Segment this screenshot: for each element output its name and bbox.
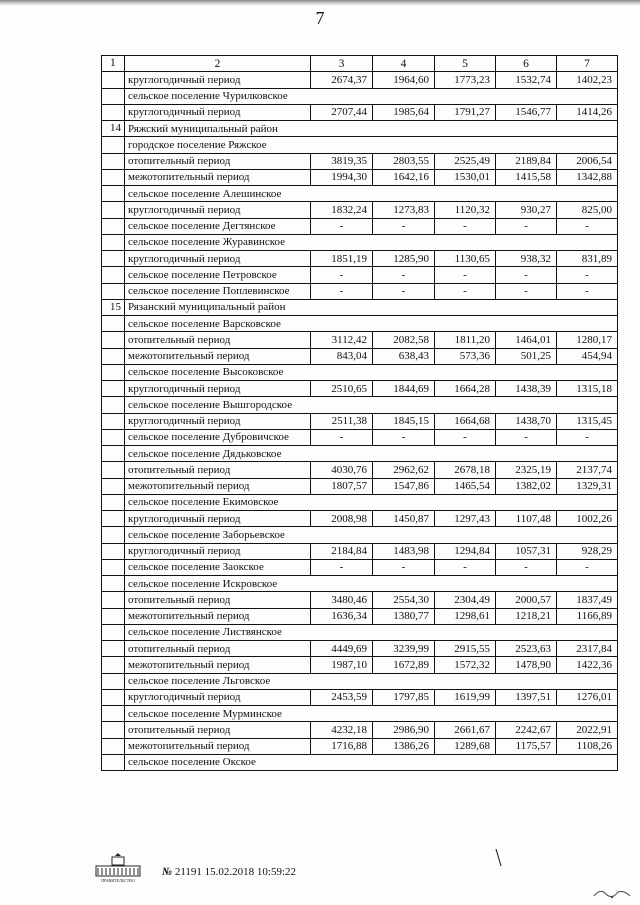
row-label-cell: круглогодичный период: [125, 381, 311, 397]
value-cell: 1546,77: [496, 104, 557, 120]
row-label-cell: межотопительный период: [125, 657, 311, 673]
row-index-cell: [102, 462, 125, 478]
table-row: [102, 169, 618, 185]
value-cell: -: [435, 559, 496, 575]
value-cell: 1572,32: [435, 657, 496, 673]
row-index-cell: [102, 153, 125, 169]
value-cell: 1273,83: [373, 202, 435, 218]
table-section-row: [102, 446, 618, 462]
row-index-cell: [102, 624, 125, 640]
row-label-cell: сельское поселение Заборьевское: [125, 527, 618, 543]
row-index-cell: [102, 754, 125, 770]
row-label-cell: отопительный период: [125, 153, 311, 169]
tariff-table: [101, 55, 618, 771]
row-label-cell: круглогодичный период: [125, 511, 311, 527]
value-cell: 4449,69: [311, 641, 373, 657]
row-label-cell: сельское поселение Журавинское: [125, 234, 618, 250]
value-cell: 3112,42: [311, 332, 373, 348]
header-cell: 7: [557, 56, 618, 72]
row-label-cell: круглогодичный период: [125, 72, 311, 88]
row-index-cell: [102, 413, 125, 429]
row-label-cell: сельское поселение Окское: [125, 754, 618, 770]
value-cell: 1994,30: [311, 169, 373, 185]
table-section-row: [102, 624, 618, 640]
value-cell: 2962,62: [373, 462, 435, 478]
table-row: [102, 543, 618, 559]
row-index-cell: [102, 527, 125, 543]
table-header-row: [102, 56, 618, 72]
value-cell: 825,00: [557, 202, 618, 218]
value-cell: 1285,90: [373, 251, 435, 267]
table-section-row: [102, 527, 618, 543]
value-cell: 2453,59: [311, 689, 373, 705]
value-cell: -: [373, 429, 435, 445]
row-index-cell: [102, 673, 125, 689]
value-cell: 1107,48: [496, 511, 557, 527]
row-label-cell: сельское поселение Мурминское: [125, 706, 618, 722]
value-cell: 1120,32: [435, 202, 496, 218]
value-cell: 2189,84: [496, 153, 557, 169]
row-label-cell: сельское поселение Заокское: [125, 559, 311, 575]
value-cell: 831,89: [557, 251, 618, 267]
row-index-cell: 15: [102, 299, 125, 315]
value-cell: 1315,45: [557, 413, 618, 429]
table-row: [102, 348, 618, 364]
registration-line: [162, 866, 296, 878]
row-index-cell: [102, 234, 125, 250]
value-cell: 2022,91: [557, 722, 618, 738]
value-cell: 1108,26: [557, 738, 618, 754]
value-cell: -: [435, 218, 496, 234]
header-cell: 6: [496, 56, 557, 72]
table-row: [102, 592, 618, 608]
row-label-cell: сельское поселение Дядьковское: [125, 446, 618, 462]
value-cell: 1478,90: [496, 657, 557, 673]
row-label-cell: сельское поселение Дубровичское: [125, 429, 311, 445]
row-label-cell: сельское поселение Екимовское: [125, 494, 618, 510]
row-index-cell: [102, 104, 125, 120]
value-cell: 2137,74: [557, 462, 618, 478]
value-cell: 1664,68: [435, 413, 496, 429]
table-row: [102, 608, 618, 624]
value-cell: 2184,84: [311, 543, 373, 559]
value-cell: 1414,26: [557, 104, 618, 120]
value-cell: -: [557, 218, 618, 234]
value-cell: -: [435, 429, 496, 445]
table-row: [102, 381, 618, 397]
row-label-cell: сельское поселение Высоковское: [125, 364, 618, 380]
row-index-cell: [102, 511, 125, 527]
table-section-row: [102, 299, 618, 315]
value-cell: 1276,01: [557, 689, 618, 705]
table-section-row: [102, 754, 618, 770]
table-row: [102, 104, 618, 120]
page-number: 7: [315, 8, 325, 28]
row-index-cell: [102, 722, 125, 738]
row-label-cell: отопительный период: [125, 592, 311, 608]
row-index-cell: [102, 283, 125, 299]
row-label-cell: городское поселение Ряжское: [125, 137, 618, 153]
pen-mark: [495, 848, 503, 868]
row-index-cell: [102, 267, 125, 283]
row-index-cell: [102, 202, 125, 218]
table-row: [102, 202, 618, 218]
row-label-cell: сельское поселение Алешинское: [125, 186, 618, 202]
value-cell: 3819,35: [311, 153, 373, 169]
value-cell: 1415,58: [496, 169, 557, 185]
value-cell: 1380,77: [373, 608, 435, 624]
value-cell: -: [496, 218, 557, 234]
value-cell: 938,32: [496, 251, 557, 267]
value-cell: 1619,99: [435, 689, 496, 705]
row-index-cell: [102, 689, 125, 705]
table-section-row: [102, 576, 618, 592]
row-index-cell: [102, 706, 125, 722]
row-label-cell: Рязанский муниципальный район: [125, 299, 618, 315]
value-cell: 1773,23: [435, 72, 496, 88]
value-cell: 1837,49: [557, 592, 618, 608]
table-row: [102, 429, 618, 445]
row-index-cell: [102, 478, 125, 494]
row-index-cell: [102, 348, 125, 364]
value-cell: 638,43: [373, 348, 435, 364]
value-cell: 1438,70: [496, 413, 557, 429]
table-section-row: [102, 494, 618, 510]
row-index-cell: [102, 608, 125, 624]
row-index-cell: [102, 397, 125, 413]
value-cell: 928,29: [557, 543, 618, 559]
value-cell: 2986,90: [373, 722, 435, 738]
government-emblem-stamp: [88, 852, 148, 884]
row-label-cell: круглогодичный период: [125, 413, 311, 429]
value-cell: 2242,67: [496, 722, 557, 738]
header-cell: 3: [311, 56, 373, 72]
value-cell: 2008,98: [311, 511, 373, 527]
row-index-cell: [102, 738, 125, 754]
row-label-cell: круглогодичный период: [125, 251, 311, 267]
row-label-cell: круглогодичный период: [125, 104, 311, 120]
row-index-cell: [102, 251, 125, 267]
value-cell: -: [373, 283, 435, 299]
value-cell: 1057,31: [496, 543, 557, 559]
row-index-cell: [102, 446, 125, 462]
row-label-cell: сельское поселение Варсковское: [125, 316, 618, 332]
value-cell: 1342,88: [557, 169, 618, 185]
value-cell: 1289,68: [435, 738, 496, 754]
value-cell: 2304,49: [435, 592, 496, 608]
value-cell: 1791,27: [435, 104, 496, 120]
value-cell: -: [311, 283, 373, 299]
value-cell: -: [496, 429, 557, 445]
value-cell: 2678,18: [435, 462, 496, 478]
value-cell: 2510,65: [311, 381, 373, 397]
value-cell: 1329,31: [557, 478, 618, 494]
value-cell: 2803,55: [373, 153, 435, 169]
value-cell: 3480,46: [311, 592, 373, 608]
value-cell: 1464,01: [496, 332, 557, 348]
value-cell: 2006,54: [557, 153, 618, 169]
value-cell: 1664,28: [435, 381, 496, 397]
value-cell: 1716,88: [311, 738, 373, 754]
value-cell: 1402,23: [557, 72, 618, 88]
value-cell: 1964,60: [373, 72, 435, 88]
value-cell: 1807,57: [311, 478, 373, 494]
value-cell: 4232,18: [311, 722, 373, 738]
value-cell: -: [373, 218, 435, 234]
value-cell: -: [557, 429, 618, 445]
table-row: [102, 251, 618, 267]
value-cell: 1547,86: [373, 478, 435, 494]
value-cell: -: [373, 267, 435, 283]
value-cell: 1382,02: [496, 478, 557, 494]
row-index-cell: [102, 381, 125, 397]
row-label-cell: отопительный период: [125, 332, 311, 348]
value-cell: 4030,76: [311, 462, 373, 478]
row-label-cell: Ряжский муниципальный район: [125, 121, 618, 137]
value-cell: 1642,16: [373, 169, 435, 185]
value-cell: -: [496, 267, 557, 283]
row-label-cell: отопительный период: [125, 722, 311, 738]
row-label-cell: межотопительный период: [125, 478, 311, 494]
value-cell: 1397,51: [496, 689, 557, 705]
value-cell: 501,25: [496, 348, 557, 364]
row-index-cell: [102, 429, 125, 445]
value-cell: 1797,85: [373, 689, 435, 705]
value-cell: 1175,57: [496, 738, 557, 754]
row-index-cell: [102, 576, 125, 592]
table-row: [102, 218, 618, 234]
value-cell: -: [373, 559, 435, 575]
value-cell: 3239,99: [373, 641, 435, 657]
value-cell: 1166,89: [557, 608, 618, 624]
row-label-cell: сельское поселение Льговское: [125, 673, 618, 689]
table-row: [102, 738, 618, 754]
value-cell: 1636,34: [311, 608, 373, 624]
value-cell: 1851,19: [311, 251, 373, 267]
table-row: [102, 478, 618, 494]
row-index-cell: [102, 364, 125, 380]
row-label-cell: сельское поселение Дегтянское: [125, 218, 311, 234]
table-section-row: [102, 137, 618, 153]
row-label-cell: межотопительный период: [125, 738, 311, 754]
table-section-row: [102, 316, 618, 332]
value-cell: -: [311, 559, 373, 575]
value-cell: 1297,43: [435, 511, 496, 527]
value-cell: 2674,37: [311, 72, 373, 88]
row-index-cell: [102, 657, 125, 673]
row-index-cell: [102, 72, 125, 88]
value-cell: 1532,74: [496, 72, 557, 88]
row-label-cell: круглогодичный период: [125, 202, 311, 218]
value-cell: 2707,44: [311, 104, 373, 120]
row-index-cell: [102, 316, 125, 332]
header-cell: 2: [125, 56, 311, 72]
table-row: [102, 72, 618, 88]
table-section-row: [102, 234, 618, 250]
header-cell: 5: [435, 56, 496, 72]
value-cell: 843,04: [311, 348, 373, 364]
value-cell: -: [557, 267, 618, 283]
table-row: [102, 462, 618, 478]
row-index-cell: [102, 641, 125, 657]
row-index-cell: [102, 592, 125, 608]
row-label-cell: межотопительный период: [125, 348, 311, 364]
row-index-cell: [102, 88, 125, 104]
value-cell: 2000,57: [496, 592, 557, 608]
table-row: [102, 283, 618, 299]
table-section-row: [102, 121, 618, 137]
value-cell: 454,94: [557, 348, 618, 364]
value-cell: -: [311, 218, 373, 234]
row-index-cell: 14: [102, 121, 125, 137]
row-label-cell: сельское поселение Искровское: [125, 576, 618, 592]
value-cell: 2317,84: [557, 641, 618, 657]
value-cell: 1438,39: [496, 381, 557, 397]
registration-number-sign: №: [162, 866, 173, 878]
value-cell: 573,36: [435, 348, 496, 364]
row-label-cell: межотопительный период: [125, 608, 311, 624]
value-cell: 1422,36: [557, 657, 618, 673]
value-cell: 1315,18: [557, 381, 618, 397]
row-label-cell: отопительный период: [125, 641, 311, 657]
row-index-cell: [102, 559, 125, 575]
value-cell: -: [435, 267, 496, 283]
table-section-row: [102, 706, 618, 722]
table-row: [102, 657, 618, 673]
value-cell: 1280,17: [557, 332, 618, 348]
value-cell: 1987,10: [311, 657, 373, 673]
table-row: [102, 722, 618, 738]
value-cell: 1294,84: [435, 543, 496, 559]
value-cell: 1811,20: [435, 332, 496, 348]
value-cell: 1483,98: [373, 543, 435, 559]
row-label-cell: межотопительный период: [125, 169, 311, 185]
row-index-cell: [102, 218, 125, 234]
value-cell: 2915,55: [435, 641, 496, 657]
value-cell: 2525,49: [435, 153, 496, 169]
row-label-cell: сельское поселение Петровское: [125, 267, 311, 283]
table-section-row: [102, 397, 618, 413]
table-row: [102, 413, 618, 429]
value-cell: 1832,24: [311, 202, 373, 218]
value-cell: 2661,67: [435, 722, 496, 738]
value-cell: 1844,69: [373, 381, 435, 397]
table-row: [102, 153, 618, 169]
value-cell: 2511,38: [311, 413, 373, 429]
row-index-cell: [102, 186, 125, 202]
value-cell: 1450,87: [373, 511, 435, 527]
row-index-cell: [102, 169, 125, 185]
row-label-cell: отопительный период: [125, 462, 311, 478]
value-cell: -: [557, 283, 618, 299]
value-cell: -: [496, 559, 557, 575]
value-cell: -: [557, 559, 618, 575]
table-section-row: [102, 88, 618, 104]
header-cell: 4: [373, 56, 435, 72]
table-row: [102, 267, 618, 283]
value-cell: -: [311, 267, 373, 283]
registration-text: 21191 15.02.2018 10:59:22: [174, 866, 297, 878]
scan-top-edge: [0, 0, 640, 6]
table-section-row: [102, 186, 618, 202]
table-row: [102, 641, 618, 657]
row-label-cell: круглогодичный период: [125, 543, 311, 559]
value-cell: 1845,15: [373, 413, 435, 429]
value-cell: 1985,64: [373, 104, 435, 120]
table-row: [102, 332, 618, 348]
table-section-row: [102, 673, 618, 689]
row-label-cell: сельское поселение Вышгородское: [125, 397, 618, 413]
table-section-row: [102, 364, 618, 380]
table-row: [102, 689, 618, 705]
svg-text:ПРАВИТЕЛЬСТВО: ПРАВИТЕЛЬСТВО: [101, 878, 135, 883]
value-cell: 2082,58: [373, 332, 435, 348]
value-cell: 1672,89: [373, 657, 435, 673]
table-row: [102, 559, 618, 575]
row-index-cell: [102, 332, 125, 348]
value-cell: 1386,26: [373, 738, 435, 754]
value-cell: 1530,01: [435, 169, 496, 185]
value-cell: 1002,26: [557, 511, 618, 527]
value-cell: 1465,54: [435, 478, 496, 494]
value-cell: 2523,63: [496, 641, 557, 657]
header-cell: 1: [102, 56, 125, 72]
value-cell: 1130,65: [435, 251, 496, 267]
value-cell: -: [435, 283, 496, 299]
row-label-cell: сельское поселение Листвянское: [125, 624, 618, 640]
row-label-cell: сельское поселение Поплевинское: [125, 283, 311, 299]
value-cell: -: [311, 429, 373, 445]
value-cell: 1218,21: [496, 608, 557, 624]
row-index-cell: [102, 543, 125, 559]
value-cell: 2554,30: [373, 592, 435, 608]
value-cell: 2325,19: [496, 462, 557, 478]
corner-scribble-icon: [592, 884, 632, 900]
row-index-cell: [102, 137, 125, 153]
row-label-cell: сельское поселение Чурилковское: [125, 88, 618, 104]
row-label-cell: круглогодичный период: [125, 689, 311, 705]
value-cell: -: [496, 283, 557, 299]
row-index-cell: [102, 494, 125, 510]
value-cell: 930,27: [496, 202, 557, 218]
value-cell: 1298,61: [435, 608, 496, 624]
table-row: [102, 511, 618, 527]
